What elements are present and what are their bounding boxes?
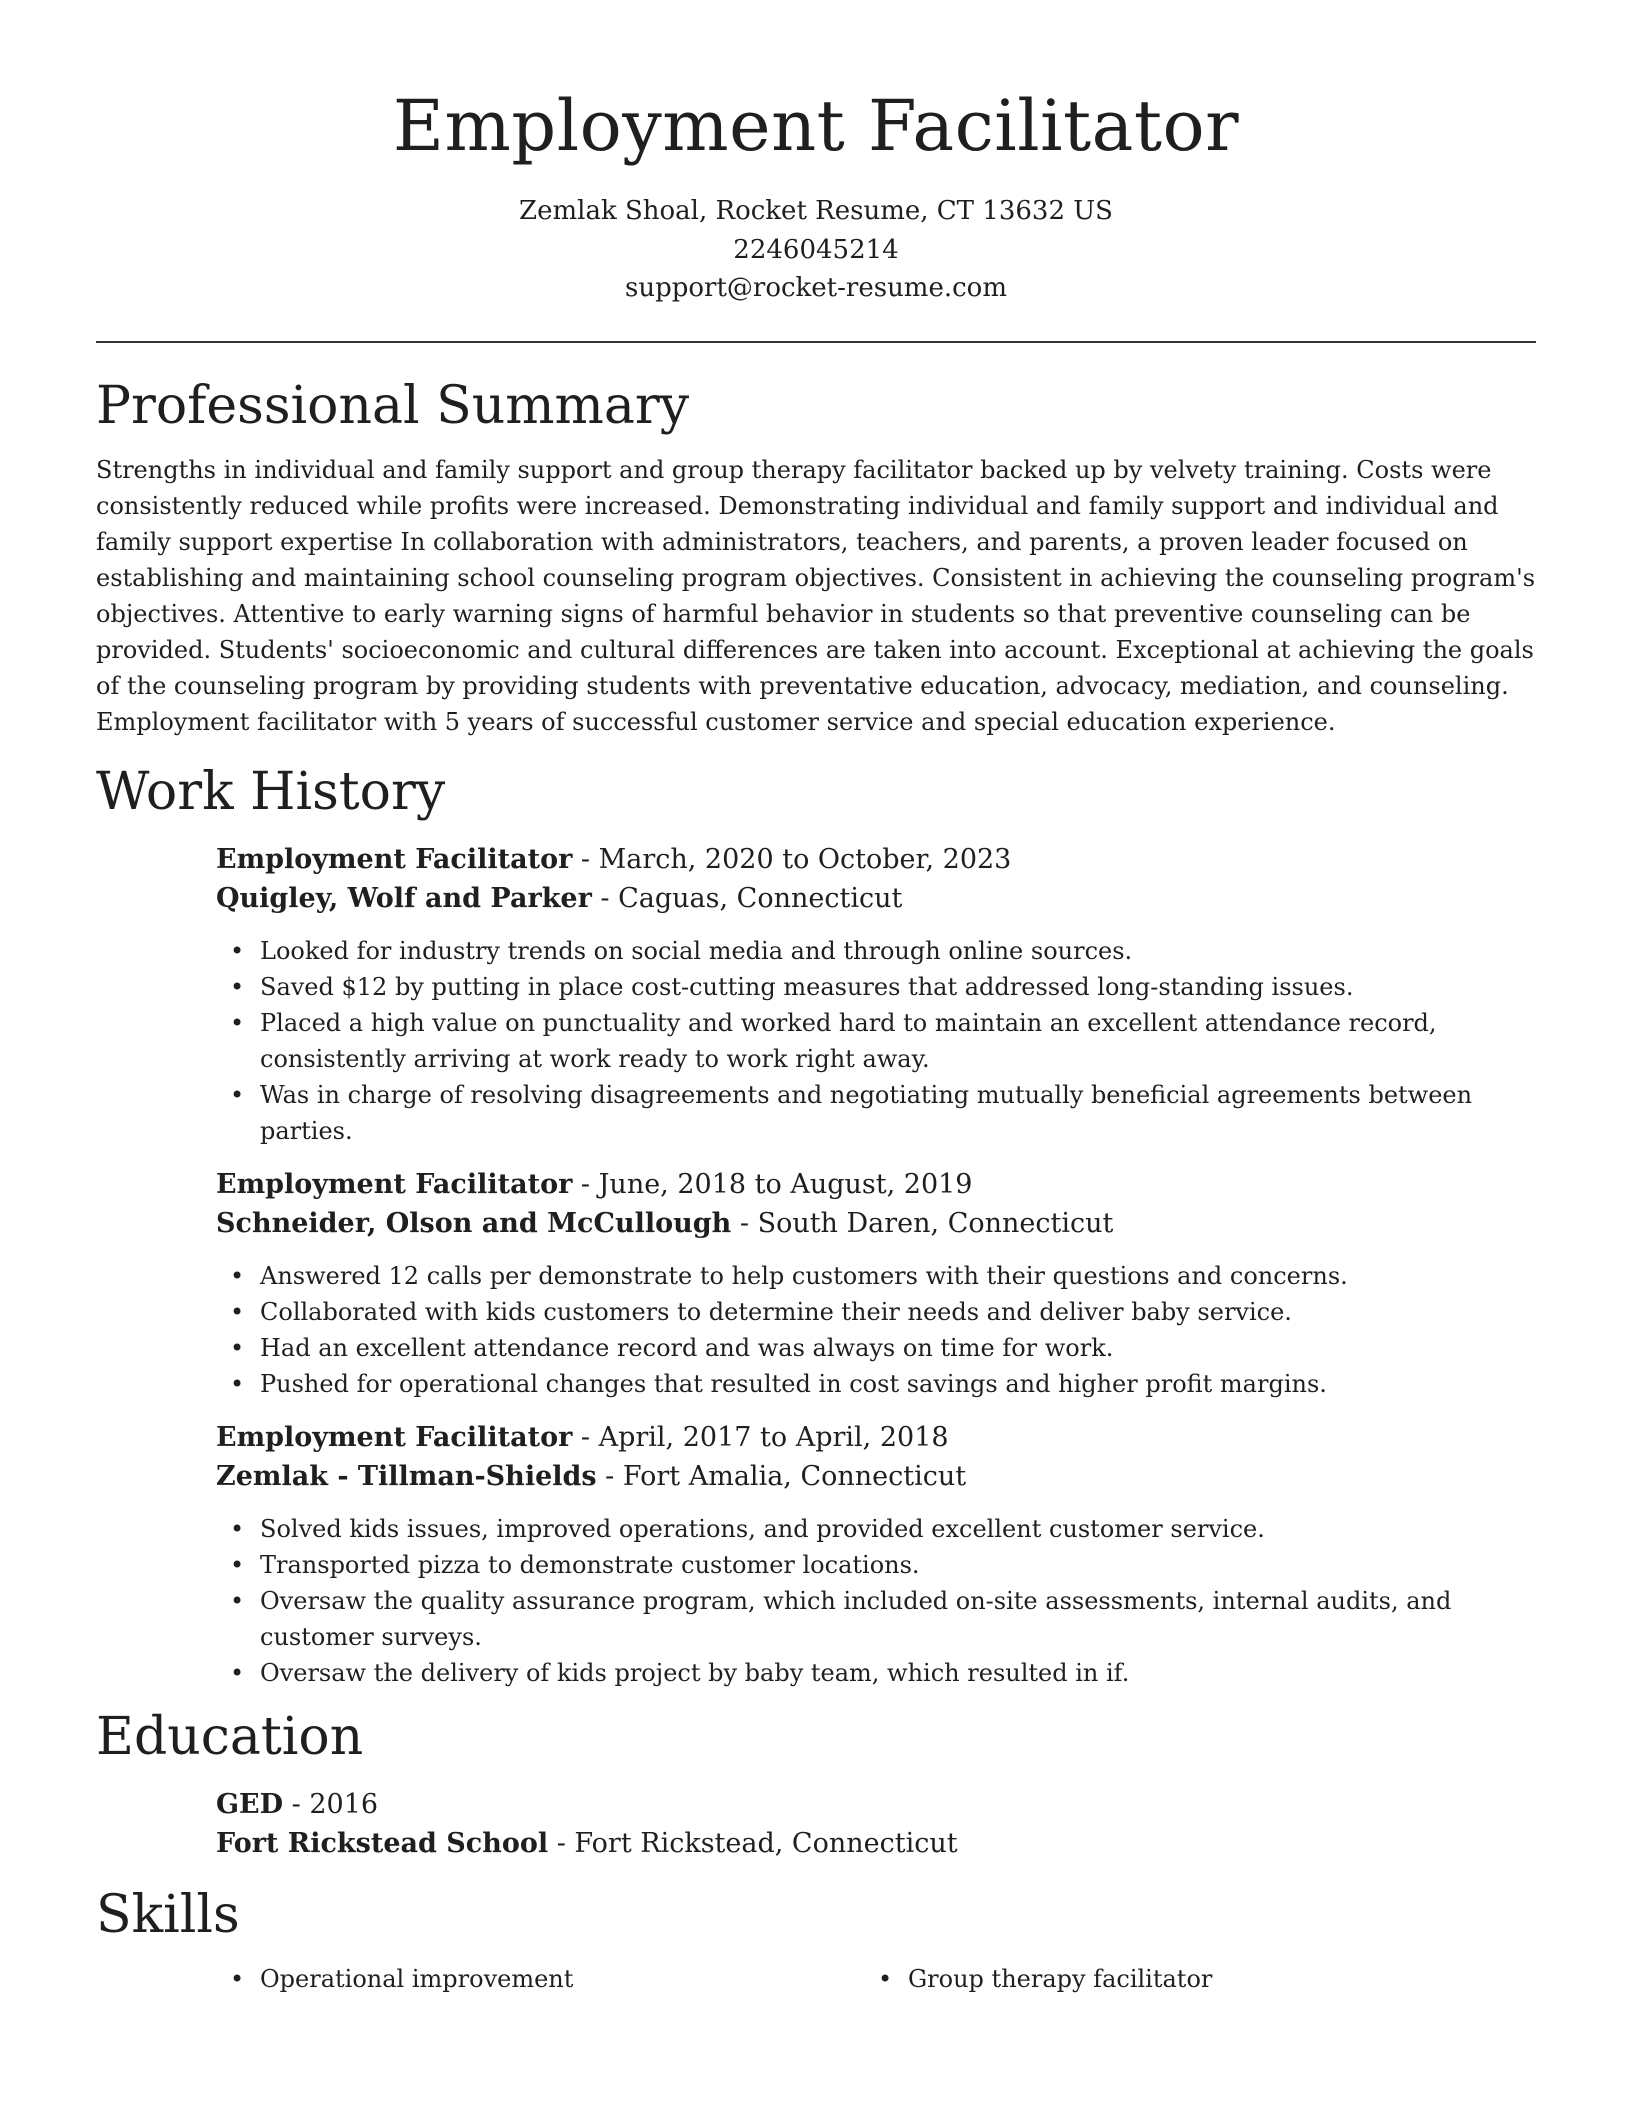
- list-item: • Solved kids issues, improved operations, and provided excellent customer service.: [216, 1511, 1536, 1547]
- graduation-year: - 2016: [283, 1789, 379, 1820]
- school-name: Fort Rickstead School: [216, 1828, 549, 1859]
- education-entry: [216, 1785, 1536, 1863]
- phone: 2246045214: [733, 234, 899, 265]
- contact-block: [0, 192, 1632, 308]
- list-item: • Group therapy facilitator: [864, 1961, 1512, 1997]
- job-bullets: [216, 933, 1536, 1149]
- list-item: • Saved $12 by putting in place cost-cutting measures that addressed long-standing issues.: [216, 969, 1536, 1005]
- job-title: Employment Facilitator: [216, 1422, 573, 1453]
- list-item: • Was in charge of resolving disagreements and negotiating mutually beneficial agreements between parties.: [216, 1077, 1536, 1149]
- skills-list-left: [216, 1961, 864, 1997]
- list-item: • Oversaw the delivery of kids project by baby team, which resulted in if.: [216, 1655, 1536, 1691]
- company-location: - South Daren, Connecticut: [731, 1208, 1114, 1239]
- company-name: Schneider, Olson and McCullough: [216, 1208, 732, 1239]
- skills-section: [96, 1881, 1536, 1997]
- degree: GED: [216, 1789, 284, 1820]
- list-item: • Answered 12 calls per demonstrate to help customers with their questions and concerns.: [216, 1258, 1536, 1294]
- job-entry: [216, 1418, 1536, 1691]
- job-company-line: [216, 879, 1536, 918]
- degree-line: [216, 1785, 1536, 1824]
- summary-section: [96, 372, 1536, 740]
- job-title: Employment Facilitator: [216, 844, 573, 875]
- candidate-title: Employment Facilitator: [392, 85, 1240, 167]
- section-heading: Work History: [96, 762, 446, 822]
- header-divider: [96, 341, 1536, 343]
- job-company-line: [216, 1457, 1536, 1496]
- list-item: • Oversaw the quality assurance program, which included on-site assessments, internal audits, and customer surveys.: [216, 1583, 1536, 1655]
- list-item: • Had an excellent attendance record and was always on time for work.: [216, 1330, 1536, 1366]
- school-location: - Fort Rickstead, Connecticut: [548, 1828, 958, 1859]
- section-heading: Education: [96, 1707, 364, 1767]
- list-item: • Placed a high value on punctuality and worked hard to maintain an excellent attendance record, consistently arriving at work ready to work right away.: [216, 1005, 1536, 1077]
- resume-body: [96, 372, 1536, 1997]
- skills-list-right: [864, 1961, 1512, 1997]
- company-location: - Caguas, Connecticut: [591, 883, 903, 914]
- list-item: • Operational improvement: [216, 1961, 864, 1997]
- job-title-line: [216, 1418, 1536, 1457]
- job-dates: - June, 2018 to August, 2019: [572, 1169, 973, 1200]
- summary-text: Strengths in individual and family support and group therapy facilitator backed up by velvety training. Costs were consistently reduced while profits were increased. Demonstrating individual and family support and individual and family support expertise In collaboration with administrators, teachers, and parents, a proven leader focused on establishing and maintaining school counseling program objectives. Consistent in achieving the counseling program's objectives. Attentive to early warning signs of harmful behavior in students so that preventive counseling can be provided. Students' socioeconomic and cultural differences are taken into account. Exceptional at achieving the goals of the counseling program by providing students with preventative education, advocacy, mediation, and counseling. Employment facilitator with 5 years of successful customer service and special education experience.: [96, 456, 1536, 736]
- resume-header: [0, 0, 1632, 308]
- job-entry: [216, 840, 1536, 1149]
- job-title-line: [216, 840, 1536, 879]
- section-heading: Skills: [96, 1885, 240, 1945]
- job-company-line: [216, 1204, 1536, 1243]
- list-item: • Looked for industry trends on social media and through online sources.: [216, 933, 1536, 969]
- job-bullets: [216, 1258, 1536, 1402]
- skills-columns: [216, 1961, 1536, 1997]
- company-name: Quigley, Wolf and Parker: [216, 883, 592, 914]
- school-line: [216, 1824, 1536, 1863]
- section-heading: Professional Summary: [96, 376, 690, 436]
- job-title: Employment Facilitator: [216, 1169, 573, 1200]
- job-bullets: [216, 1511, 1536, 1691]
- company-name: Zemlak - Tillman-Shields: [216, 1461, 597, 1492]
- education-section: [96, 1703, 1536, 1863]
- job-dates: - March, 2020 to October, 2023: [572, 844, 1012, 875]
- work-history-section: [96, 758, 1536, 1691]
- email: support@rocket-resume.com: [624, 273, 1007, 303]
- address: Zemlak Shoal, Rocket Resume, CT 13632 US: [519, 196, 1113, 226]
- list-item: • Transported pizza to demonstrate customer locations.: [216, 1547, 1536, 1583]
- job-title-line: [216, 1165, 1536, 1204]
- company-location: - Fort Amalia, Connecticut: [596, 1461, 967, 1492]
- job-entry: [216, 1165, 1536, 1402]
- job-dates: - April, 2017 to April, 2018: [572, 1422, 949, 1453]
- list-item: • Collaborated with kids customers to determine their needs and deliver baby service.: [216, 1294, 1536, 1330]
- list-item: • Pushed for operational changes that resulted in cost savings and higher profit margins.: [216, 1366, 1536, 1402]
